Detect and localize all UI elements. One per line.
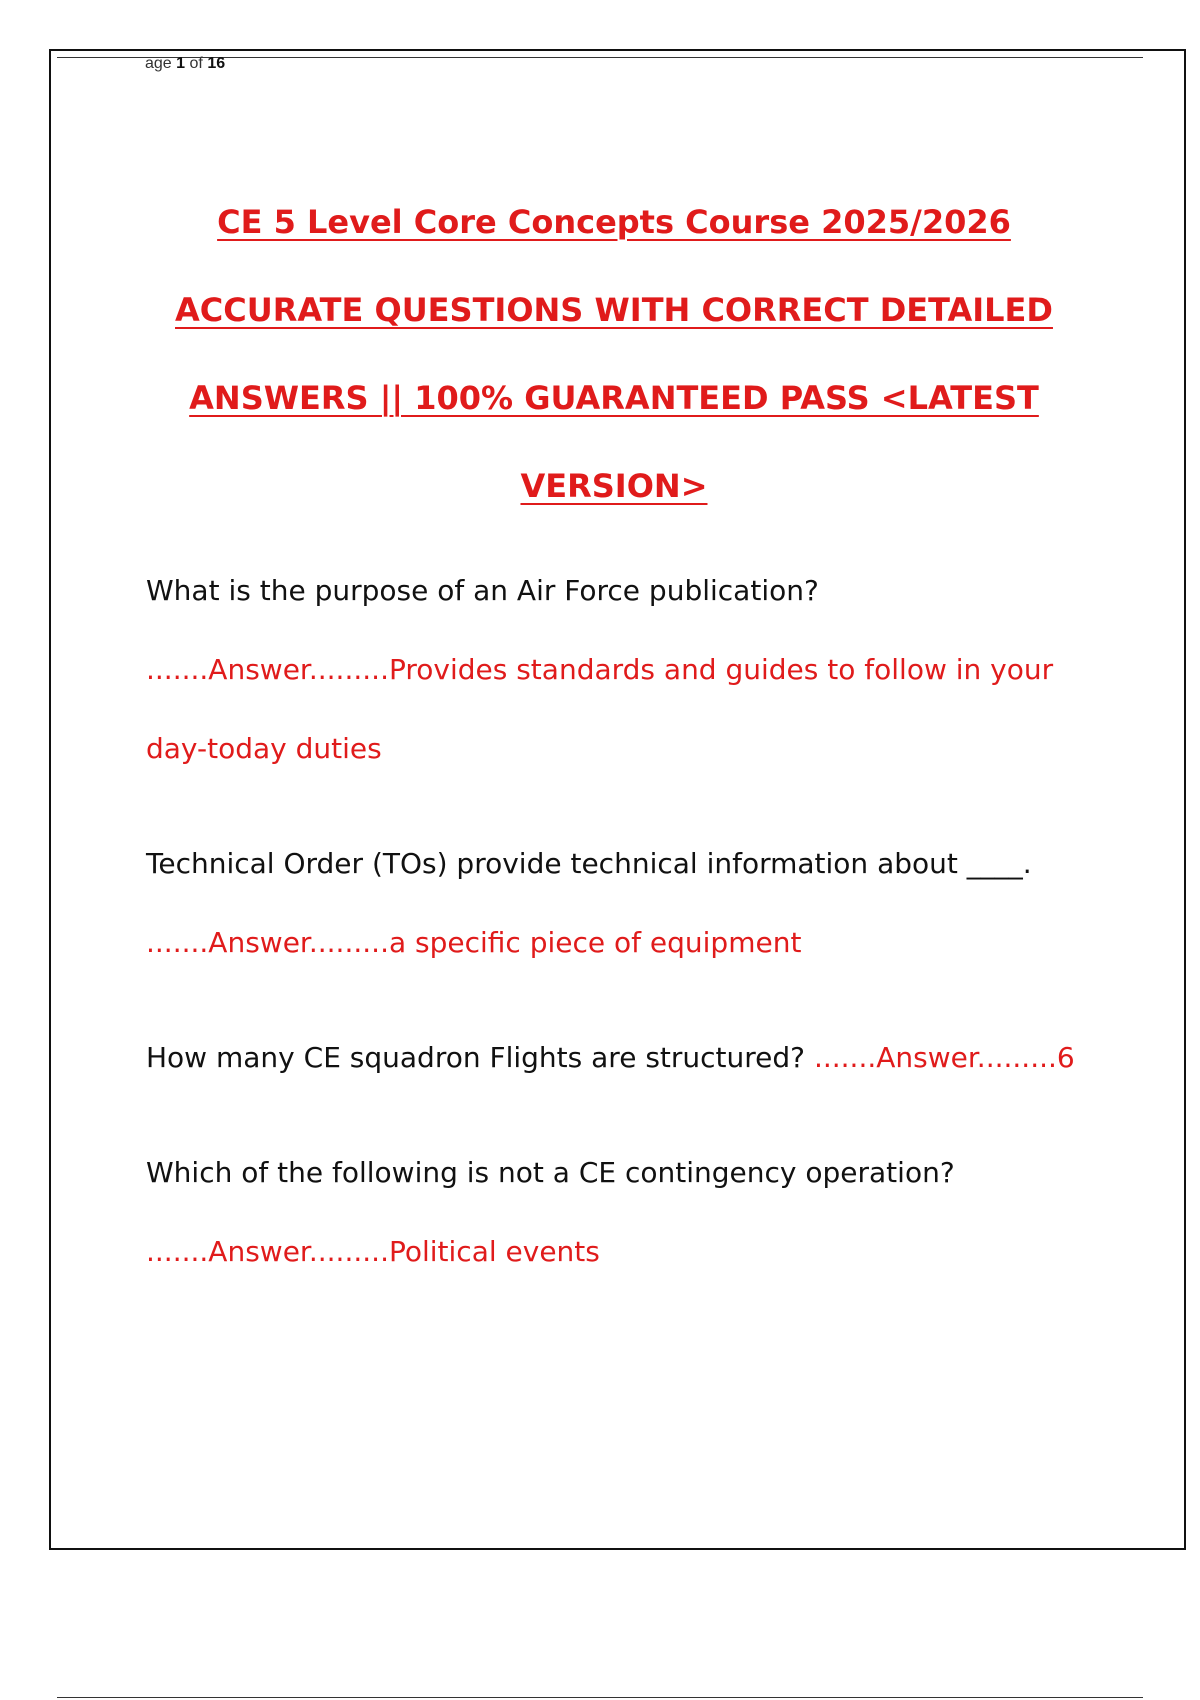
title-line-3: ANSWERS || 100% GUARANTEED PASS <LATEST: [189, 379, 1039, 417]
footer-rule: [57, 1697, 1143, 1698]
page-total: 16: [207, 55, 226, 72]
page-of: of: [189, 55, 203, 72]
question-text: What is the purpose of an Air Force publication?: [146, 574, 819, 607]
title-line-4: VERSION>: [520, 467, 708, 505]
document-title: [100, 178, 1128, 530]
answer-text: .......Answer.........6: [813, 1041, 1075, 1074]
page-prefix: age: [145, 55, 172, 72]
question-text: Technical Order (TOs) provide technical information about ____.: [146, 847, 1032, 880]
qa-item-3: [146, 1018, 1086, 1097]
qa-item-2: [146, 824, 1086, 982]
page-current: 1: [176, 55, 186, 72]
page-number: [145, 54, 225, 74]
title-line-2: ACCURATE QUESTIONS WITH CORRECT DETAILED: [175, 291, 1053, 329]
answer-text: .......Answer.........Provides standards and guides to follow in your day-today duties: [146, 653, 1054, 765]
qa-item-1: [146, 551, 1086, 788]
question-text: How many CE squadron Flights are structured?: [146, 1041, 806, 1074]
qa-item-4: [146, 1133, 1086, 1291]
question-text: Which of the following is not a CE contingency operation?: [146, 1156, 955, 1189]
answer-text: .......Answer.........Political events: [146, 1235, 600, 1268]
title-line-1: CE 5 Level Core Concepts Course 2025/2026: [217, 203, 1011, 241]
answer-text: .......Answer.........a specific piece of equipment: [146, 926, 802, 959]
